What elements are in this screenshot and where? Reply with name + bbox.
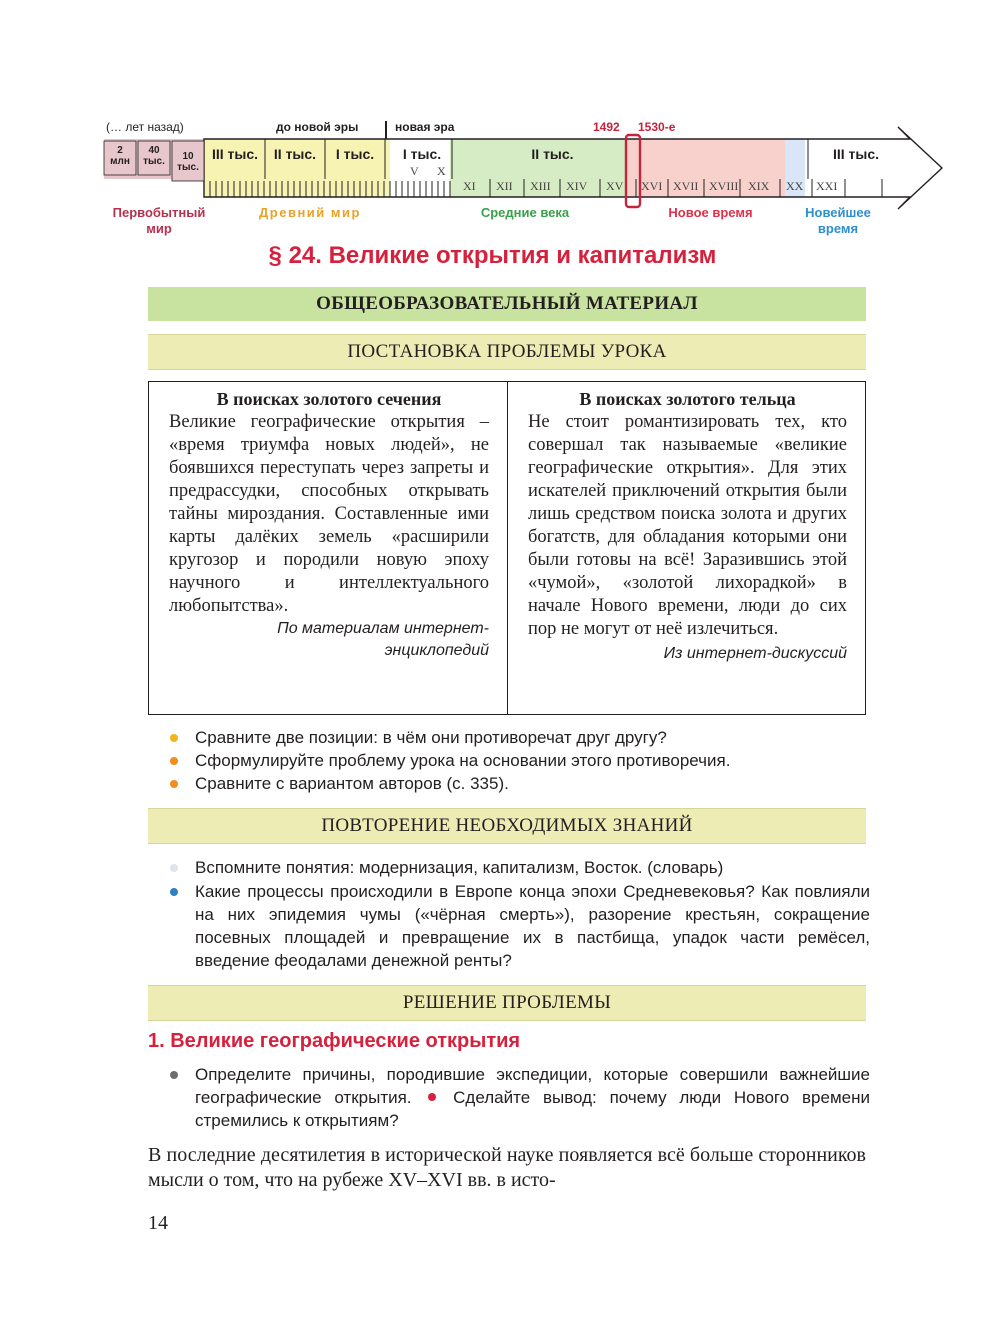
review-text: Какие процессы происходили в Европе конца эпохи Средневековья? Как повлияли на них эпидемия чумы («чёрная смерть»), разорение крестьян, сокращение посевных площадей и превращение их в пастбища, упадок части ремёсел, введение феодалами денежной ренты? [195,882,870,970]
right-column-title: В поисках золотого тельца [579,389,796,409]
box-2mln-label: 2 млн [110,145,130,167]
history-timeline [100,115,950,245]
task-item [170,749,870,772]
century-xiii: XIII [530,179,551,193]
task-item [170,726,870,749]
century-xxi: XXI [816,179,838,193]
left-column [149,382,507,714]
era-newest-time: Новейшее время [805,205,871,236]
bullet-icon [170,1071,178,1079]
question-text: Определите причины, породившие экспедиции, которые совершили важнейшие географические открытия. Сделайте вывод: почему люди Нового времени стремились к открытиям? [195,1065,870,1130]
general-material-band: ОБЩЕОБРАЗОВАТЕЛЬНЫЙ МАТЕРИАЛ [148,287,866,321]
right-column [507,382,865,714]
subsection-title: 1. Великие географические открытия [148,1030,521,1052]
task-item [170,772,870,795]
era-middle-ages: Средние века [480,205,570,220]
second-millennium-ce: II тыс. [531,146,574,162]
question-item [170,1063,870,1133]
era-new-time: Новое время [668,205,753,220]
section-title: § 24. Великие открытия и капитализм [268,242,717,269]
task-text: Сравните две позиции: в чём они противоречат друг другу? [195,728,667,747]
century-xvi: XVI [641,179,663,193]
solution-band: РЕШЕНИЕ ПРОБЛЕМЫ [148,985,866,1021]
timeline-graphic [100,115,950,215]
era-primitive: Первобытный мир [112,205,206,236]
bullet-icon [170,864,178,872]
third-millennium-bce: III тыс. [211,146,259,162]
century-xi: XI [463,179,476,193]
box-40k-label: 40 тыс. [143,145,165,167]
era-ancient: Древний мир [259,205,361,220]
left-column-source: По материалам интернет- энциклопедий [277,620,489,659]
century-x: X [437,164,446,178]
century-xx: XX [786,179,804,193]
third-millennium-ce: III тыс. [832,146,880,162]
century-v: V [410,164,419,178]
century-xvii: XVII [673,179,699,193]
problem-statement-band: ПОСТАНОВКА ПРОБЛЕМЫ УРОКА [148,334,866,370]
century-xviii: XVIII [709,179,739,193]
box-10k-label: 10 тыс. [177,151,199,173]
comparison-table [148,381,866,715]
century-xv: XV [606,179,624,193]
left-column-title: В поисках золотого сечения [216,389,442,409]
body-paragraph: В последние десятилетия в исторической науке появляется всё больше сторонников мысли о том, что на рубеже XV–XVI вв. в исто- [148,1144,866,1191]
first-millennium-bce: I тыс. [335,146,375,162]
century-xii: XII [496,179,513,193]
left-column-text: Великие географические открытия – «время триумфа новых людей», не боявшихся переступать через запреты и предрассудки, способных открывать тайны мироздания. Составленные ими карты далёких земель «расширили кругозор и породили новую эпоху научного и интеллектуального любопытства». [169,412,489,616]
review-item [170,856,870,879]
review-text: Вспомните понятия: модернизация, капитализм, Восток. (словарь) [195,858,724,877]
review-item [170,880,870,972]
bullet-icon [170,888,178,896]
bullet-icon [170,734,178,742]
right-column-source: Из интернет-дискуссий [663,645,847,662]
first-millennium-ce: I тыс. [402,146,442,162]
bullet-icon [170,780,178,788]
task-text: Сформулируйте проблему урока на основании этого противоречия. [195,751,731,770]
review-band: ПОВТОРЕНИЕ НЕОБХОДИМЫХ ЗНАНИЙ [148,808,866,844]
years-ago-label: (… лет назад) [106,120,184,134]
century-xiv: XIV [566,179,588,193]
page-number: 14 [148,1212,168,1234]
ce-label: новая эра [395,120,455,134]
year-1492: 1492 [593,120,620,134]
right-column-text: Не стоит романтизировать тех, кто совершал так называемые «великие географические открытия». Для этих искателей приключений открытия были лишь средством поиска золота и других богатств, для обладания которыми они были готовы на всё! Заразившись этой «чумой», «золотой лихорадкой» в начале Нового времени, люди до сих пор не могут от неё излечиться. [528,412,847,639]
bullet-icon [428,1093,436,1101]
second-millennium-bce: II тыс. [273,146,317,162]
year-1530s: 1530-е [638,120,676,134]
century-xix: XIX [748,179,770,193]
task-text: Сравните с вариантом авторов (с. 335). [195,774,509,793]
bce-label: до новой эры [276,120,359,134]
bullet-icon [170,757,178,765]
